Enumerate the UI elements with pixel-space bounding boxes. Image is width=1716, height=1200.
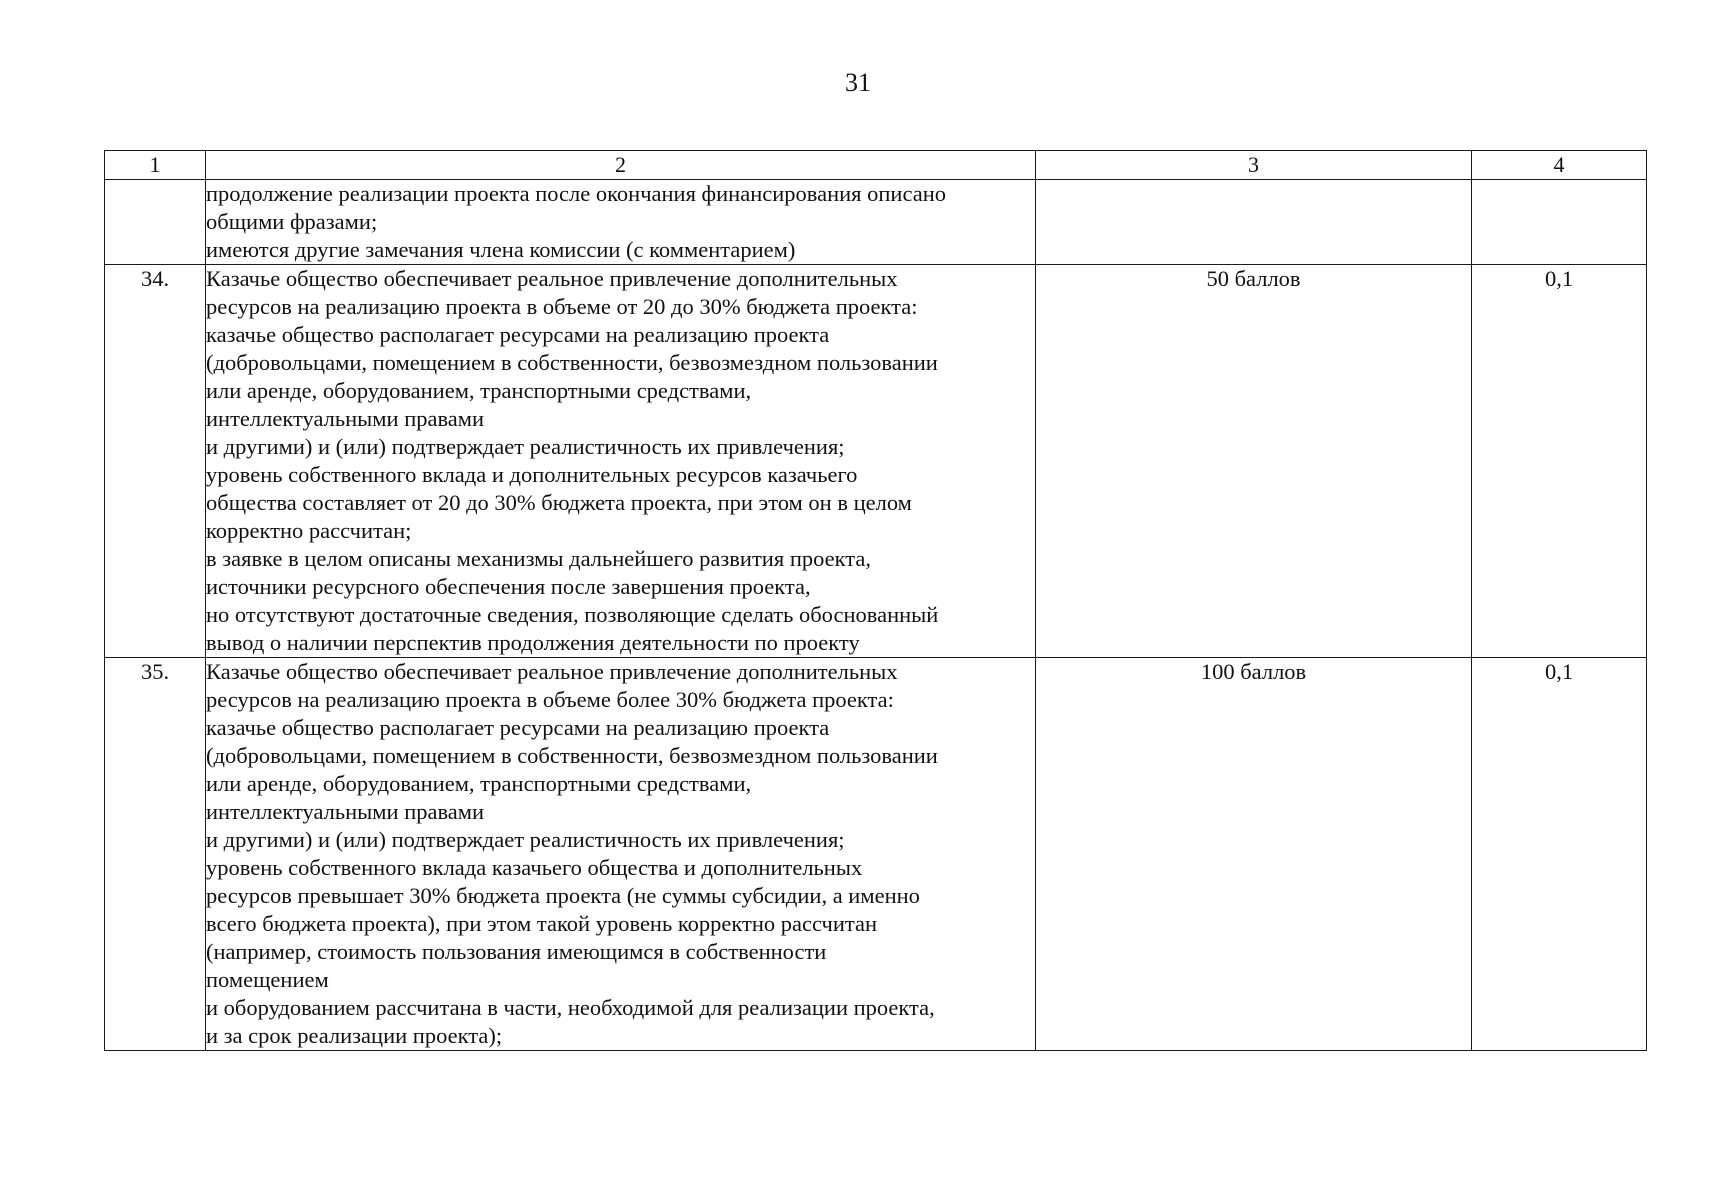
row-number-cell (105, 180, 206, 265)
criterion-text-line: интеллектуальными правами (206, 406, 485, 431)
criterion-text-line: Казачье общество обеспечивает реальное привлечение дополнительных (206, 266, 898, 291)
criterion-text-line: (добровольцами, помещением в собственности, безвозмездном пользовании (206, 743, 938, 768)
page-number: 31 (845, 68, 871, 97)
criterion-text-line: в заявке в целом описаны механизмы дальнейшего развития проекта, (206, 546, 871, 571)
row-number-cell: 34. (105, 265, 206, 658)
header-cell-2: 2 (206, 151, 1036, 180)
criterion-text-line: ресурсов на реализацию проекта в объеме более 30% бюджета проекта: (206, 687, 894, 712)
criterion-text-line: вывод о наличии перспектив продолжения деятельности по проекту (206, 630, 860, 655)
criterion-text-line: помещением (206, 967, 329, 992)
criterion-text-line: казачье общество располагает ресурсами на реализацию проекта (206, 322, 830, 347)
criterion-text-line: продолжение реализации проекта после окончания финансирования описано (206, 181, 947, 206)
criterion-text-line: ресурсов превышает 30% бюджета проекта (не суммы субсидии, а именно (206, 883, 920, 908)
table-row (105, 180, 1647, 265)
criterion-text-line: (добровольцами, помещением в собственности, безвозмездном пользовании (206, 350, 938, 375)
criterion-text-line: или аренде, оборудованием, транспортными средствами, (206, 378, 752, 403)
weight-cell: 0,1 (1472, 658, 1647, 1051)
score-cell: 100 баллов (1036, 658, 1472, 1051)
weight-cell (1472, 180, 1647, 265)
criterion-text-line: уровень собственного вклада казачьего общества и дополнительных (206, 855, 863, 880)
criterion-text-line: но отсутствуют достаточные сведения, позволяющие сделать обоснованный (206, 602, 939, 627)
table-body (105, 151, 1647, 1051)
criterion-text-line: общества составляет от 20 до 30% бюджета проекта, при этом он в целом (206, 490, 912, 515)
score-cell (1036, 180, 1472, 265)
criterion-text-line: и оборудованием рассчитана в части, необходимой для реализации проекта, (206, 995, 935, 1020)
criterion-description-cell (206, 265, 1036, 658)
criterion-text-line: или аренде, оборудованием, транспортными средствами, (206, 771, 752, 796)
criterion-text-line: Казачье общество обеспечивает реальное привлечение дополнительных (206, 659, 898, 684)
header-row (105, 151, 1647, 180)
header-cell-4: 4 (1472, 151, 1647, 180)
score-cell: 50 баллов (1036, 265, 1472, 658)
criterion-text-line: и за срок реализации проекта); (206, 1023, 503, 1048)
table-row (105, 265, 1647, 658)
criterion-text-line: и другими) и (или) подтверждает реалистичность их привлечения; (206, 434, 845, 459)
criterion-description-cell (206, 180, 1036, 265)
table-row (105, 658, 1647, 1051)
criterion-text-line: общими фразами; (206, 209, 378, 234)
criterion-text-line: уровень собственного вклада и дополнительных ресурсов казачьего (206, 462, 858, 487)
criterion-text-line: (например, стоимость пользования имеющимся в собственности (206, 939, 827, 964)
header-cell-3: 3 (1036, 151, 1472, 180)
criterion-text-line: интеллектуальными правами (206, 799, 485, 824)
criterion-description-cell (206, 658, 1036, 1051)
criterion-text-line: всего бюджета проекта), при этом такой уровень корректно рассчитан (206, 911, 878, 936)
criterion-text-line: ресурсов на реализацию проекта в объеме от 20 до 30% бюджета проекта: (206, 294, 918, 319)
criterion-text-line: имеются другие замечания члена комиссии (с комментарием) (206, 237, 796, 262)
criteria-table (104, 150, 1647, 1051)
weight-cell: 0,1 (1472, 265, 1647, 658)
row-number-cell: 35. (105, 658, 206, 1051)
criterion-text-line: корректно рассчитан; (206, 518, 412, 543)
criterion-text-line: источники ресурсного обеспечения после завершения проекта, (206, 574, 811, 599)
criterion-text-line: и другими) и (или) подтверждает реалистичность их привлечения; (206, 827, 845, 852)
criterion-text-line: казачье общество располагает ресурсами на реализацию проекта (206, 715, 830, 740)
header-cell-1: 1 (105, 151, 206, 180)
